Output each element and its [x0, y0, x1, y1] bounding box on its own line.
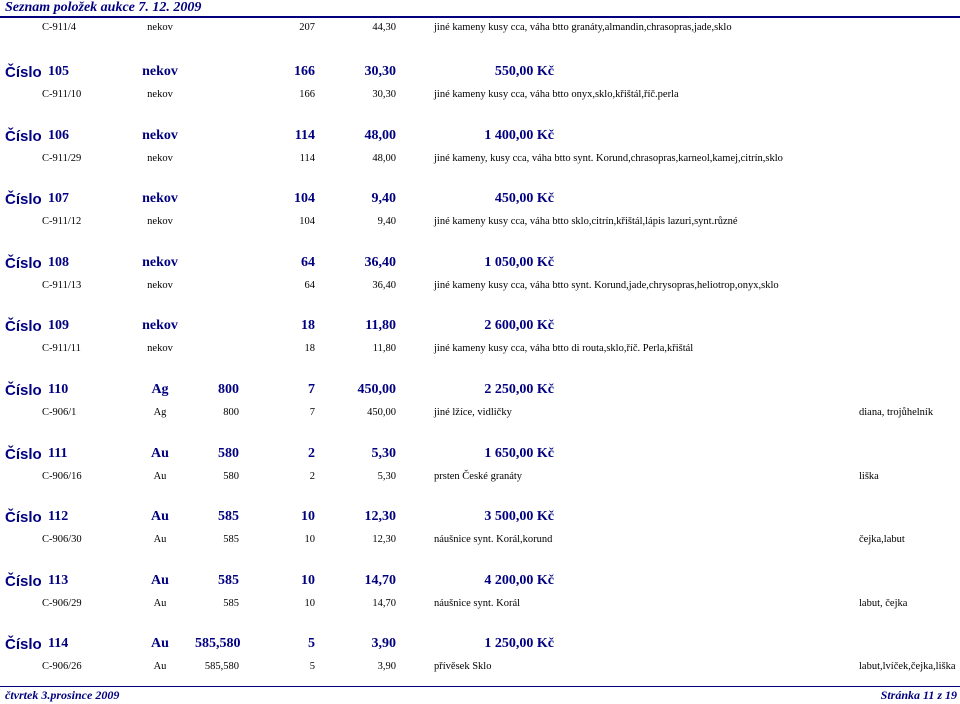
item-number-label: Číslo [5, 318, 42, 336]
item-code: C-911/10 [42, 89, 82, 100]
item-header-row [0, 573, 960, 593]
item-material: Au [151, 572, 169, 588]
detail-material: Au [153, 661, 167, 673]
item-number: 111 [48, 445, 68, 461]
item-fineness: 580 [218, 445, 239, 461]
detail-piece-count: 10 [304, 534, 315, 546]
detail-weight: 48,00 [372, 152, 396, 164]
item-description: přívěsek Sklo [434, 661, 492, 673]
detail-piece-count: 5 [309, 661, 315, 673]
item-price: 1 250,00 Kč [484, 636, 554, 652]
detail-weight: 5,30 [377, 470, 396, 482]
item-price: 3 500,00 Kč [484, 509, 554, 525]
item-fineness: 585,580 [195, 636, 241, 652]
item-number: 107 [48, 191, 69, 207]
item-weight: 12,30 [364, 509, 396, 525]
item-piece-count: 18 [301, 318, 315, 334]
auction-item [0, 573, 960, 637]
item-fineness: 585 [218, 572, 239, 588]
item-description: jiné kameny kusy cca, váha btto granáty,almandin,chrasopras,jade,sklo [434, 22, 732, 33]
item-description: jiné kameny kusy cca, váha btto di routa,sklo,říč. Perla,křištál [434, 343, 694, 355]
title-divider [0, 16, 960, 18]
item-code: C-906/29 [42, 597, 82, 609]
item-note: čejka,labut [859, 534, 905, 546]
detail-fineness: 585 [223, 597, 239, 609]
auction-item [0, 446, 960, 510]
item-description: jiné kameny kusy cca, váha btto synt. Korund,jade,chrysopras,heliotrop,onyx,sklo [434, 279, 779, 291]
detail-weight: 11,80 [372, 343, 396, 355]
detail-material: Au [153, 534, 167, 546]
item-code: C-911/11 [42, 343, 81, 355]
item-price: 4 200,00 Kč [484, 572, 554, 588]
detail-weight: 12,30 [372, 534, 396, 546]
item-piece-count: 10 [301, 572, 315, 588]
auction-item [0, 255, 960, 319]
detail-material: Au [153, 597, 167, 609]
item-description: jiné kameny kusy cca, váha btto sklo,citrín,křištál,lápis lazuri,synt.různé [434, 216, 738, 228]
auction-item [0, 191, 960, 255]
auction-item [0, 382, 960, 446]
item-number: 114 [48, 636, 69, 652]
detail-piece-count: 2 [309, 470, 315, 482]
detail-weight: 36,40 [372, 279, 396, 291]
continued-detail-row [0, 22, 960, 38]
item-material: nekov [142, 127, 178, 143]
item-material: Au [151, 445, 169, 461]
item-fineness: 585 [218, 509, 239, 525]
item-number: 113 [48, 572, 69, 588]
item-header-row [0, 636, 960, 656]
item-weight: 9,40 [371, 191, 396, 207]
item-price: 1 400,00 Kč [484, 127, 554, 143]
item-detail-row [0, 153, 960, 169]
auction-item [0, 636, 960, 700]
detail-material: nekov [147, 152, 173, 164]
item-price: 1 050,00 Kč [484, 254, 554, 270]
footer-date: čtvrtek 3.prosince 2009 [5, 688, 120, 702]
item-note: diana, trojůhelník [859, 407, 934, 418]
auction-item [0, 509, 960, 573]
item-header-row [0, 255, 960, 275]
detail-piece-count: 104 [299, 216, 315, 228]
item-piece-count: 10 [301, 509, 315, 525]
item-description: náušnice synt. Korál,korund [434, 534, 553, 546]
footer-page-number: Stránka 11 z 19 [880, 688, 957, 702]
item-weight: 30,30 [364, 64, 396, 79]
auction-item [0, 128, 960, 192]
item-number-label: Číslo [5, 127, 42, 145]
detail-piece-count: 64 [304, 279, 315, 291]
item-piece-count: 104 [294, 191, 315, 207]
detail-weight: 9,40 [377, 216, 396, 228]
item-header-row [0, 64, 960, 84]
item-description: jiné lžíce, vidličky [434, 407, 512, 418]
item-price: 1 650,00 Kč [484, 445, 554, 461]
item-number: 108 [48, 254, 69, 270]
item-header-row [0, 446, 960, 466]
item-piece-count: 5 [308, 636, 315, 652]
item-weight: 14,70 [364, 572, 396, 588]
item-number-label: Číslo [5, 64, 42, 81]
item-material: nekov [142, 254, 178, 270]
item-material: nekov [142, 64, 178, 79]
detail-weight: 450,00 [367, 407, 396, 418]
detail-material: Ag [153, 407, 167, 418]
item-code: C-906/1 [42, 407, 77, 418]
item-detail-row [0, 534, 960, 550]
detail-fineness: 800 [223, 407, 239, 418]
item-number: 109 [48, 318, 69, 334]
item-price: 2 600,00 Kč [484, 318, 554, 334]
detail-fineness: 585,580 [204, 661, 239, 673]
item-code: C-906/26 [42, 661, 82, 673]
detail-piece-count: 166 [299, 89, 315, 100]
detail-material: nekov [147, 279, 173, 291]
item-price: 2 250,00 Kč [484, 382, 554, 397]
detail-piece-count: 7 [309, 407, 315, 418]
page-title: Seznam položek aukce 7. 12. 2009 [5, 0, 202, 15]
detail-piece-count: 10 [304, 597, 315, 609]
auction-item [0, 318, 960, 382]
item-header-row [0, 318, 960, 338]
item-number: 105 [48, 64, 69, 79]
detail-weight: 3,90 [377, 661, 396, 673]
item-detail-row [0, 89, 960, 105]
item-detail-row [0, 598, 960, 614]
footer-divider [0, 686, 960, 687]
detail-fineness: 585 [223, 534, 239, 546]
item-number-label: Číslo [5, 572, 42, 590]
item-number: 110 [48, 382, 69, 397]
detail-material: nekov [147, 89, 173, 100]
detail-weight: 30,30 [372, 89, 396, 100]
item-detail-row [0, 343, 960, 359]
item-material: Ag [151, 382, 169, 397]
item-note: labut,lvíček,čejka,liška [859, 661, 956, 673]
item-material: nekov [142, 318, 178, 334]
item-number: 106 [48, 127, 69, 143]
item-description: jiné kameny, kusy cca, váha btto synt. Korund,chrasopras,karneol,kamej,citrín,sklo [434, 152, 783, 164]
item-piece-count: 2 [308, 445, 315, 461]
piece-count: 207 [299, 22, 315, 33]
item-code: C-911/4 [42, 22, 77, 33]
item-number-label: Číslo [5, 382, 42, 399]
item-detail-row [0, 280, 960, 296]
item-code: C-911/12 [42, 216, 82, 228]
item-number: 112 [48, 509, 69, 525]
item-piece-count: 166 [294, 64, 315, 79]
item-code: C-911/13 [42, 279, 82, 291]
item-number-label: Číslo [5, 254, 42, 272]
material: nekov [147, 22, 173, 33]
item-detail-row [0, 407, 960, 423]
item-header-row [0, 128, 960, 148]
item-weight: 36,40 [364, 254, 396, 270]
item-detail-row [0, 661, 960, 677]
item-description: jiné kameny kusy cca, váha btto onyx,sklo,křištál,říč.perla [434, 89, 679, 100]
item-header-row [0, 509, 960, 529]
item-material: nekov [142, 191, 178, 207]
item-detail-row [0, 471, 960, 487]
detail-fineness: 580 [223, 470, 239, 482]
item-piece-count: 64 [301, 254, 315, 270]
weight: 44,30 [372, 22, 396, 33]
detail-material: nekov [147, 216, 173, 228]
item-number-label: Číslo [5, 636, 42, 654]
item-weight: 48,00 [364, 127, 396, 143]
detail-material: nekov [147, 343, 173, 355]
detail-piece-count: 114 [299, 152, 315, 164]
item-note: labut, čejka [859, 597, 908, 609]
auction-item [0, 64, 960, 128]
item-description: náušnice synt. Korál [434, 597, 521, 609]
item-price: 450,00 Kč [494, 191, 554, 207]
detail-piece-count: 18 [304, 343, 315, 355]
item-fineness: 800 [218, 382, 239, 397]
detail-weight: 14,70 [372, 597, 396, 609]
item-material: Au [151, 509, 169, 525]
item-header-row [0, 382, 960, 402]
item-weight: 450,00 [357, 382, 396, 397]
item-piece-count: 114 [294, 127, 315, 143]
item-weight: 5,30 [371, 445, 396, 461]
item-description: prsten České granáty [434, 470, 523, 482]
item-number-label: Číslo [5, 509, 42, 527]
item-code: C-906/16 [42, 470, 82, 482]
item-piece-count: 7 [308, 382, 315, 397]
item-note: liška [859, 470, 879, 482]
item-code: C-906/30 [42, 534, 82, 546]
item-number-label: Číslo [5, 191, 42, 209]
item-number-label: Číslo [5, 445, 42, 463]
item-weight: 3,90 [371, 636, 396, 652]
item-header-row [0, 191, 960, 211]
detail-material: Au [153, 470, 167, 482]
item-code: C-911/29 [42, 152, 82, 164]
item-weight: 11,80 [365, 318, 396, 334]
item-material: Au [151, 636, 169, 652]
item-detail-row [0, 216, 960, 232]
item-price: 550,00 Kč [494, 64, 554, 79]
